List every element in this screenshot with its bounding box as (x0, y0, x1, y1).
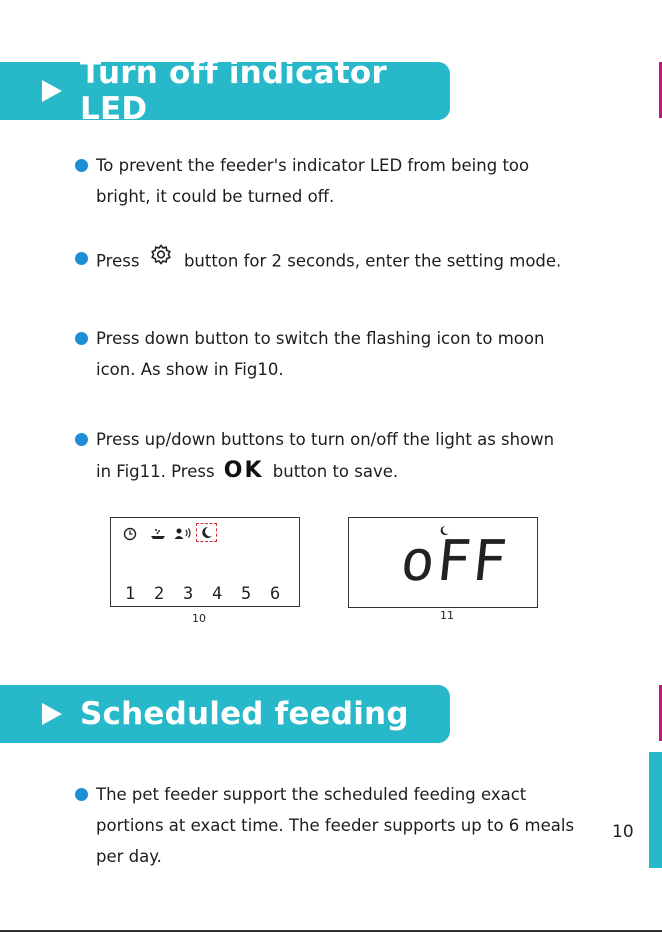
bullet-text-post: button to save. (272, 462, 399, 481)
section-title: Scheduled feeding (80, 696, 409, 732)
section-banner-led (0, 55, 450, 127)
bullet-dot (75, 433, 88, 446)
lcd-figure-11 (348, 517, 538, 608)
clock-icon (123, 526, 137, 545)
bullet-item (75, 779, 615, 872)
figure-caption: 10 (192, 612, 206, 625)
bullet-line: The pet feeder support the scheduled feeding exact (96, 785, 527, 804)
digit: 1 (125, 584, 136, 604)
bullet-line: bright, it could be turned off. (96, 187, 335, 206)
bullet-line: icon. As show in Fig10. (96, 360, 284, 379)
display-text: oFF (397, 529, 512, 594)
bullet-dot (75, 159, 88, 172)
section-title: Turn off indicator LED (80, 55, 387, 127)
bullet-dot (75, 252, 88, 265)
bottom-rule (0, 930, 662, 932)
digit: 3 (183, 584, 194, 604)
moon-icon (196, 523, 217, 542)
bullet-item (75, 150, 595, 212)
digit: 2 (154, 584, 165, 604)
digit: 6 (270, 584, 281, 604)
bullet-dot (75, 332, 88, 345)
bullet-line: portions at exact time. The feeder supports up to 6 meals (96, 816, 575, 835)
play-triangle-icon (42, 703, 62, 725)
bowl-icon (149, 526, 167, 545)
bullet-line: To prevent the feeder's indicator LED from being too (96, 156, 530, 175)
bullet-item (75, 424, 595, 487)
figure-caption: 11 (440, 609, 454, 622)
bullet-line: per day. (96, 847, 162, 866)
digit: 4 (212, 584, 223, 604)
digit: 5 (241, 584, 252, 604)
page-side-tab (649, 752, 662, 868)
bullet-line: Press down button to switch the flashing icon to moon (96, 329, 545, 348)
play-triangle-icon (42, 80, 62, 102)
bullet-text-pre: Press (96, 251, 140, 271)
bullet-item (75, 323, 595, 385)
page-number: 10 (612, 822, 634, 842)
bullet-text-post: button for 2 seconds, enter the setting mode. (183, 251, 562, 271)
section-banner-scheduled (0, 685, 450, 743)
lcd-figure-10 (110, 517, 300, 607)
bullet-line: Press up/down buttons to turn on/off the light as shown (96, 430, 555, 449)
bullet-item (75, 243, 595, 281)
bullet-dot (75, 788, 88, 801)
voice-icon (173, 526, 193, 545)
bullet-text-pre: in Fig11. Press (96, 462, 215, 481)
ok-button-label: OK (223, 458, 264, 483)
gear-icon (149, 243, 173, 277)
